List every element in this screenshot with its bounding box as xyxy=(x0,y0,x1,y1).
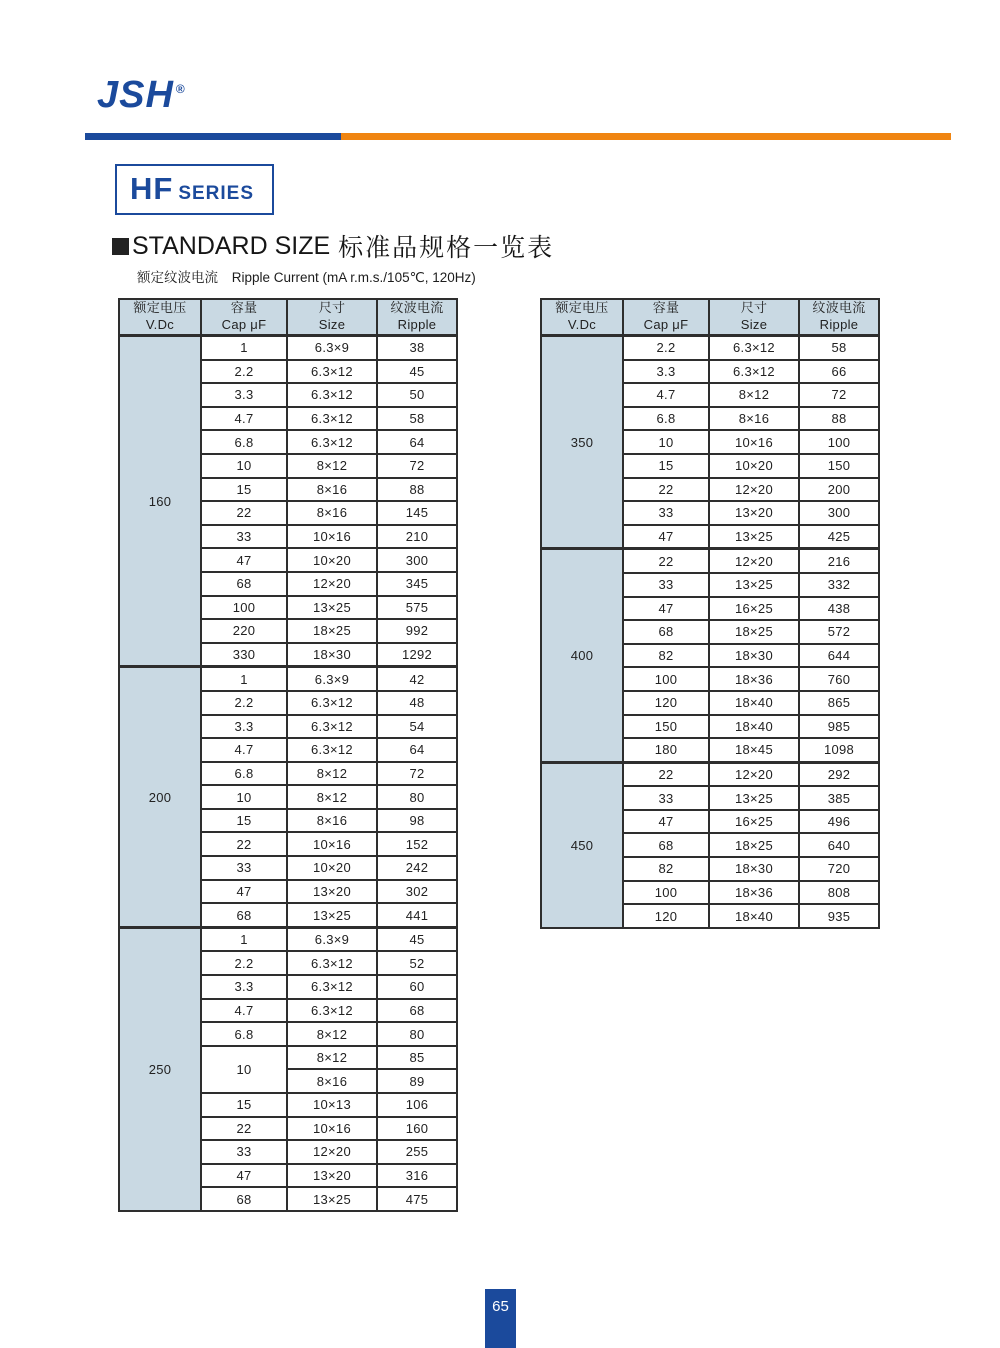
size-cell: 6.3×9 xyxy=(287,927,377,951)
ripple-cell: 644 xyxy=(799,644,879,668)
ripple-cell: 80 xyxy=(377,785,457,809)
ripple-cell: 300 xyxy=(799,501,879,525)
size-cell: 6.3×9 xyxy=(287,667,377,691)
ripple-cell: 72 xyxy=(799,383,879,407)
cap-cell: 47 xyxy=(623,810,709,834)
size-cell: 6.3×12 xyxy=(287,360,377,384)
cap-cell: 1 xyxy=(201,927,287,951)
ripple-cell: 100 xyxy=(799,430,879,454)
cap-cell: 6.8 xyxy=(201,1022,287,1046)
size-cell: 6.3×12 xyxy=(287,975,377,999)
ripple-cell: 865 xyxy=(799,691,879,715)
ripple-cell: 38 xyxy=(377,336,457,360)
spec-table xyxy=(118,298,458,1212)
table-row xyxy=(541,336,879,360)
cap-cell: 100 xyxy=(623,667,709,691)
size-cell: 13×20 xyxy=(287,1164,377,1188)
cap-cell: 22 xyxy=(201,501,287,525)
size-cell: 8×16 xyxy=(287,1069,377,1093)
ripple-cell: 316 xyxy=(377,1164,457,1188)
size-cell: 13×25 xyxy=(287,596,377,620)
cap-cell: 120 xyxy=(623,691,709,715)
column-header-size: 尺寸 Size xyxy=(287,299,377,336)
size-cell: 13×25 xyxy=(287,1187,377,1211)
ripple-cell: 66 xyxy=(799,360,879,384)
cap-cell: 33 xyxy=(623,786,709,810)
table-row xyxy=(541,762,879,786)
cap-cell: 100 xyxy=(201,596,287,620)
size-cell: 16×25 xyxy=(709,810,799,834)
cap-cell: 10 xyxy=(201,785,287,809)
size-cell: 13×20 xyxy=(287,880,377,904)
cap-cell: 15 xyxy=(623,454,709,478)
cap-cell: 2.2 xyxy=(201,360,287,384)
ripple-current-note xyxy=(137,266,476,286)
size-cell: 6.3×12 xyxy=(287,738,377,762)
cap-cell: 22 xyxy=(623,478,709,502)
section-title-cn: 标准品规格一览表 xyxy=(338,234,555,262)
column-header-ripple: 纹波电流 Ripple xyxy=(799,299,879,336)
cap-cell: 47 xyxy=(201,548,287,572)
size-cell: 6.3×12 xyxy=(287,951,377,975)
ripple-cell: 345 xyxy=(377,572,457,596)
size-cell: 8×12 xyxy=(287,785,377,809)
spec-table-right-container xyxy=(540,298,876,929)
header-row xyxy=(541,299,879,336)
cap-cell: 47 xyxy=(623,597,709,621)
column-header-cap: 容量 Cap μF xyxy=(201,299,287,336)
ripple-cell: 58 xyxy=(377,407,457,431)
cap-cell: 4.7 xyxy=(201,407,287,431)
ripple-cell: 42 xyxy=(377,667,457,691)
ripple-cell: 935 xyxy=(799,904,879,928)
cap-cell: 22 xyxy=(201,832,287,856)
cap-cell: 4.7 xyxy=(201,738,287,762)
ripple-cell: 332 xyxy=(799,573,879,597)
cap-cell: 33 xyxy=(623,501,709,525)
ripple-cell: 150 xyxy=(799,454,879,478)
ripple-cell: 496 xyxy=(799,810,879,834)
cap-cell: 68 xyxy=(201,1187,287,1211)
voltage-cell: 160 xyxy=(119,336,201,667)
cap-cell: 120 xyxy=(623,904,709,928)
size-cell: 18×45 xyxy=(709,738,799,762)
cap-cell: 3.3 xyxy=(623,360,709,384)
series-title-box xyxy=(115,164,274,215)
size-cell: 10×16 xyxy=(287,1117,377,1141)
size-cell: 6.3×12 xyxy=(287,430,377,454)
cap-cell: 15 xyxy=(201,809,287,833)
cap-cell: 1 xyxy=(201,336,287,360)
size-cell: 8×16 xyxy=(287,478,377,502)
ripple-cell: 302 xyxy=(377,880,457,904)
size-cell: 16×25 xyxy=(709,597,799,621)
jsh-logo xyxy=(97,76,186,114)
cap-cell: 68 xyxy=(623,620,709,644)
size-cell: 10×16 xyxy=(709,430,799,454)
size-cell: 13×20 xyxy=(709,501,799,525)
table-row xyxy=(119,336,457,360)
size-cell: 6.3×12 xyxy=(287,691,377,715)
size-cell: 12×20 xyxy=(709,478,799,502)
ripple-cell: 255 xyxy=(377,1140,457,1164)
ripple-cell: 45 xyxy=(377,360,457,384)
size-cell: 10×20 xyxy=(709,454,799,478)
ripple-cell: 438 xyxy=(799,597,879,621)
size-cell: 18×25 xyxy=(287,619,377,643)
voltage-cell: 450 xyxy=(541,762,623,928)
size-cell: 12×20 xyxy=(287,572,377,596)
header-divider-orange-segment xyxy=(341,133,951,140)
registered-trademark-icon: ® xyxy=(175,82,186,97)
size-cell: 18×40 xyxy=(709,904,799,928)
header-divider xyxy=(85,133,951,140)
ripple-cell: 106 xyxy=(377,1093,457,1117)
ripple-cell: 572 xyxy=(799,620,879,644)
cap-cell: 47 xyxy=(201,880,287,904)
size-cell: 10×16 xyxy=(287,832,377,856)
cap-cell: 3.3 xyxy=(201,383,287,407)
ripple-cell: 88 xyxy=(799,407,879,431)
spec-table-left-container xyxy=(118,298,456,1212)
ripple-cell: 992 xyxy=(377,619,457,643)
cap-cell: 1 xyxy=(201,667,287,691)
ripple-cell: 575 xyxy=(377,596,457,620)
size-cell: 10×20 xyxy=(287,856,377,880)
ripple-cell: 720 xyxy=(799,857,879,881)
size-cell: 18×25 xyxy=(709,833,799,857)
cap-cell: 220 xyxy=(201,619,287,643)
ripple-cell: 210 xyxy=(377,525,457,549)
ripple-cell: 64 xyxy=(377,430,457,454)
voltage-cell: 250 xyxy=(119,927,201,1211)
ripple-cell: 216 xyxy=(799,549,879,573)
size-cell: 12×20 xyxy=(709,762,799,786)
size-cell: 12×20 xyxy=(287,1140,377,1164)
ripple-cell: 72 xyxy=(377,762,457,786)
cap-cell: 47 xyxy=(623,525,709,549)
ripple-cell: 50 xyxy=(377,383,457,407)
ripple-cell: 441 xyxy=(377,903,457,927)
ripple-cell: 985 xyxy=(799,715,879,739)
size-cell: 6.3×12 xyxy=(709,360,799,384)
ripple-cell: 145 xyxy=(377,501,457,525)
size-cell: 8×12 xyxy=(709,383,799,407)
size-cell: 8×12 xyxy=(287,1022,377,1046)
size-cell: 10×16 xyxy=(287,525,377,549)
ripple-cell: 242 xyxy=(377,856,457,880)
cap-cell: 68 xyxy=(201,572,287,596)
ripple-cell: 760 xyxy=(799,667,879,691)
table-row xyxy=(119,927,457,951)
table-row xyxy=(119,667,457,691)
cap-cell: 68 xyxy=(201,903,287,927)
ripple-cell: 64 xyxy=(377,738,457,762)
ripple-cell: 425 xyxy=(799,525,879,549)
cap-cell: 150 xyxy=(623,715,709,739)
size-cell: 6.3×12 xyxy=(287,715,377,739)
voltage-cell: 200 xyxy=(119,667,201,928)
ripple-current-note-en: Ripple Current (mA r.m.s./105℃, 120Hz) xyxy=(231,270,476,285)
spec-table xyxy=(540,298,880,929)
ripple-cell: 58 xyxy=(799,336,879,360)
size-cell: 18×30 xyxy=(287,643,377,667)
size-cell: 6.3×12 xyxy=(287,383,377,407)
cap-cell: 33 xyxy=(201,856,287,880)
column-header-voltage: 额定电压 V.Dc xyxy=(119,299,201,336)
cap-cell: 330 xyxy=(201,643,287,667)
ripple-cell: 152 xyxy=(377,832,457,856)
ripple-cell: 72 xyxy=(377,454,457,478)
series-word: SERIES xyxy=(178,183,255,204)
size-cell: 8×12 xyxy=(287,1046,377,1070)
size-cell: 6.3×9 xyxy=(287,336,377,360)
cap-cell: 82 xyxy=(623,644,709,668)
header-row xyxy=(119,299,457,336)
ripple-cell: 200 xyxy=(799,478,879,502)
cap-cell: 22 xyxy=(623,762,709,786)
cap-cell: 6.8 xyxy=(623,407,709,431)
ripple-cell: 60 xyxy=(377,975,457,999)
size-cell: 18×40 xyxy=(709,715,799,739)
cap-cell: 10 xyxy=(623,430,709,454)
ripple-cell: 54 xyxy=(377,715,457,739)
ripple-current-note-cn: 额定纹波电流 xyxy=(137,270,218,285)
size-cell: 10×20 xyxy=(287,548,377,572)
cap-cell: 33 xyxy=(623,573,709,597)
cap-cell: 10 xyxy=(201,1046,287,1093)
cap-cell: 2.2 xyxy=(201,691,287,715)
size-cell: 18×30 xyxy=(709,857,799,881)
size-cell: 18×36 xyxy=(709,667,799,691)
page-number-badge xyxy=(485,1289,516,1348)
cap-cell: 4.7 xyxy=(623,383,709,407)
series-name: HF xyxy=(130,171,174,206)
cap-cell: 15 xyxy=(201,1093,287,1117)
section-title xyxy=(112,228,554,264)
ripple-cell: 1098 xyxy=(799,738,879,762)
cap-cell: 82 xyxy=(623,857,709,881)
voltage-cell: 350 xyxy=(541,336,623,549)
ripple-cell: 160 xyxy=(377,1117,457,1141)
cap-cell: 47 xyxy=(201,1164,287,1188)
size-cell: 8×12 xyxy=(287,454,377,478)
cap-cell: 3.3 xyxy=(201,975,287,999)
size-cell: 18×40 xyxy=(709,691,799,715)
cap-cell: 22 xyxy=(201,1117,287,1141)
size-cell: 18×25 xyxy=(709,620,799,644)
cap-cell: 3.3 xyxy=(201,715,287,739)
ripple-cell: 1292 xyxy=(377,643,457,667)
column-header-cap: 容量 Cap μF xyxy=(623,299,709,336)
cap-cell: 2.2 xyxy=(623,336,709,360)
size-cell: 18×30 xyxy=(709,644,799,668)
ripple-cell: 385 xyxy=(799,786,879,810)
cap-cell: 33 xyxy=(201,1140,287,1164)
ripple-cell: 98 xyxy=(377,809,457,833)
ripple-cell: 48 xyxy=(377,691,457,715)
size-cell: 13×25 xyxy=(709,573,799,597)
cap-cell: 22 xyxy=(623,549,709,573)
cap-cell: 180 xyxy=(623,738,709,762)
size-cell: 8×16 xyxy=(287,501,377,525)
cap-cell: 10 xyxy=(201,454,287,478)
size-cell: 13×25 xyxy=(709,786,799,810)
size-cell: 12×20 xyxy=(709,549,799,573)
column-header-size: 尺寸 Size xyxy=(709,299,799,336)
square-bullet-icon xyxy=(112,238,129,255)
ripple-cell: 85 xyxy=(377,1046,457,1070)
ripple-cell: 640 xyxy=(799,833,879,857)
size-cell: 10×13 xyxy=(287,1093,377,1117)
cap-cell: 6.8 xyxy=(201,430,287,454)
cap-cell: 68 xyxy=(623,833,709,857)
size-cell: 13×25 xyxy=(709,525,799,549)
size-cell: 8×16 xyxy=(287,809,377,833)
size-cell: 8×16 xyxy=(709,407,799,431)
header-divider-blue-segment xyxy=(85,133,341,140)
ripple-cell: 68 xyxy=(377,999,457,1023)
ripple-cell: 80 xyxy=(377,1022,457,1046)
cap-cell: 100 xyxy=(623,881,709,905)
cap-cell: 33 xyxy=(201,525,287,549)
size-cell: 8×12 xyxy=(287,762,377,786)
size-cell: 18×36 xyxy=(709,881,799,905)
size-cell: 6.3×12 xyxy=(287,999,377,1023)
page-number: 65 xyxy=(492,1298,509,1315)
ripple-cell: 475 xyxy=(377,1187,457,1211)
ripple-cell: 52 xyxy=(377,951,457,975)
ripple-cell: 89 xyxy=(377,1069,457,1093)
section-title-en: STANDARD SIZE xyxy=(132,231,331,260)
size-cell: 6.3×12 xyxy=(287,407,377,431)
ripple-cell: 808 xyxy=(799,881,879,905)
cap-cell: 15 xyxy=(201,478,287,502)
jsh-logo-text: JSH xyxy=(97,74,174,116)
cap-cell: 6.8 xyxy=(201,762,287,786)
cap-cell: 4.7 xyxy=(201,999,287,1023)
ripple-cell: 45 xyxy=(377,927,457,951)
cap-cell: 2.2 xyxy=(201,951,287,975)
table-row xyxy=(541,549,879,573)
column-header-ripple: 纹波电流 Ripple xyxy=(377,299,457,336)
ripple-cell: 88 xyxy=(377,478,457,502)
size-cell: 13×25 xyxy=(287,903,377,927)
column-header-voltage: 额定电压 V.Dc xyxy=(541,299,623,336)
ripple-cell: 300 xyxy=(377,548,457,572)
ripple-cell: 292 xyxy=(799,762,879,786)
voltage-cell: 400 xyxy=(541,549,623,762)
size-cell: 6.3×12 xyxy=(709,336,799,360)
